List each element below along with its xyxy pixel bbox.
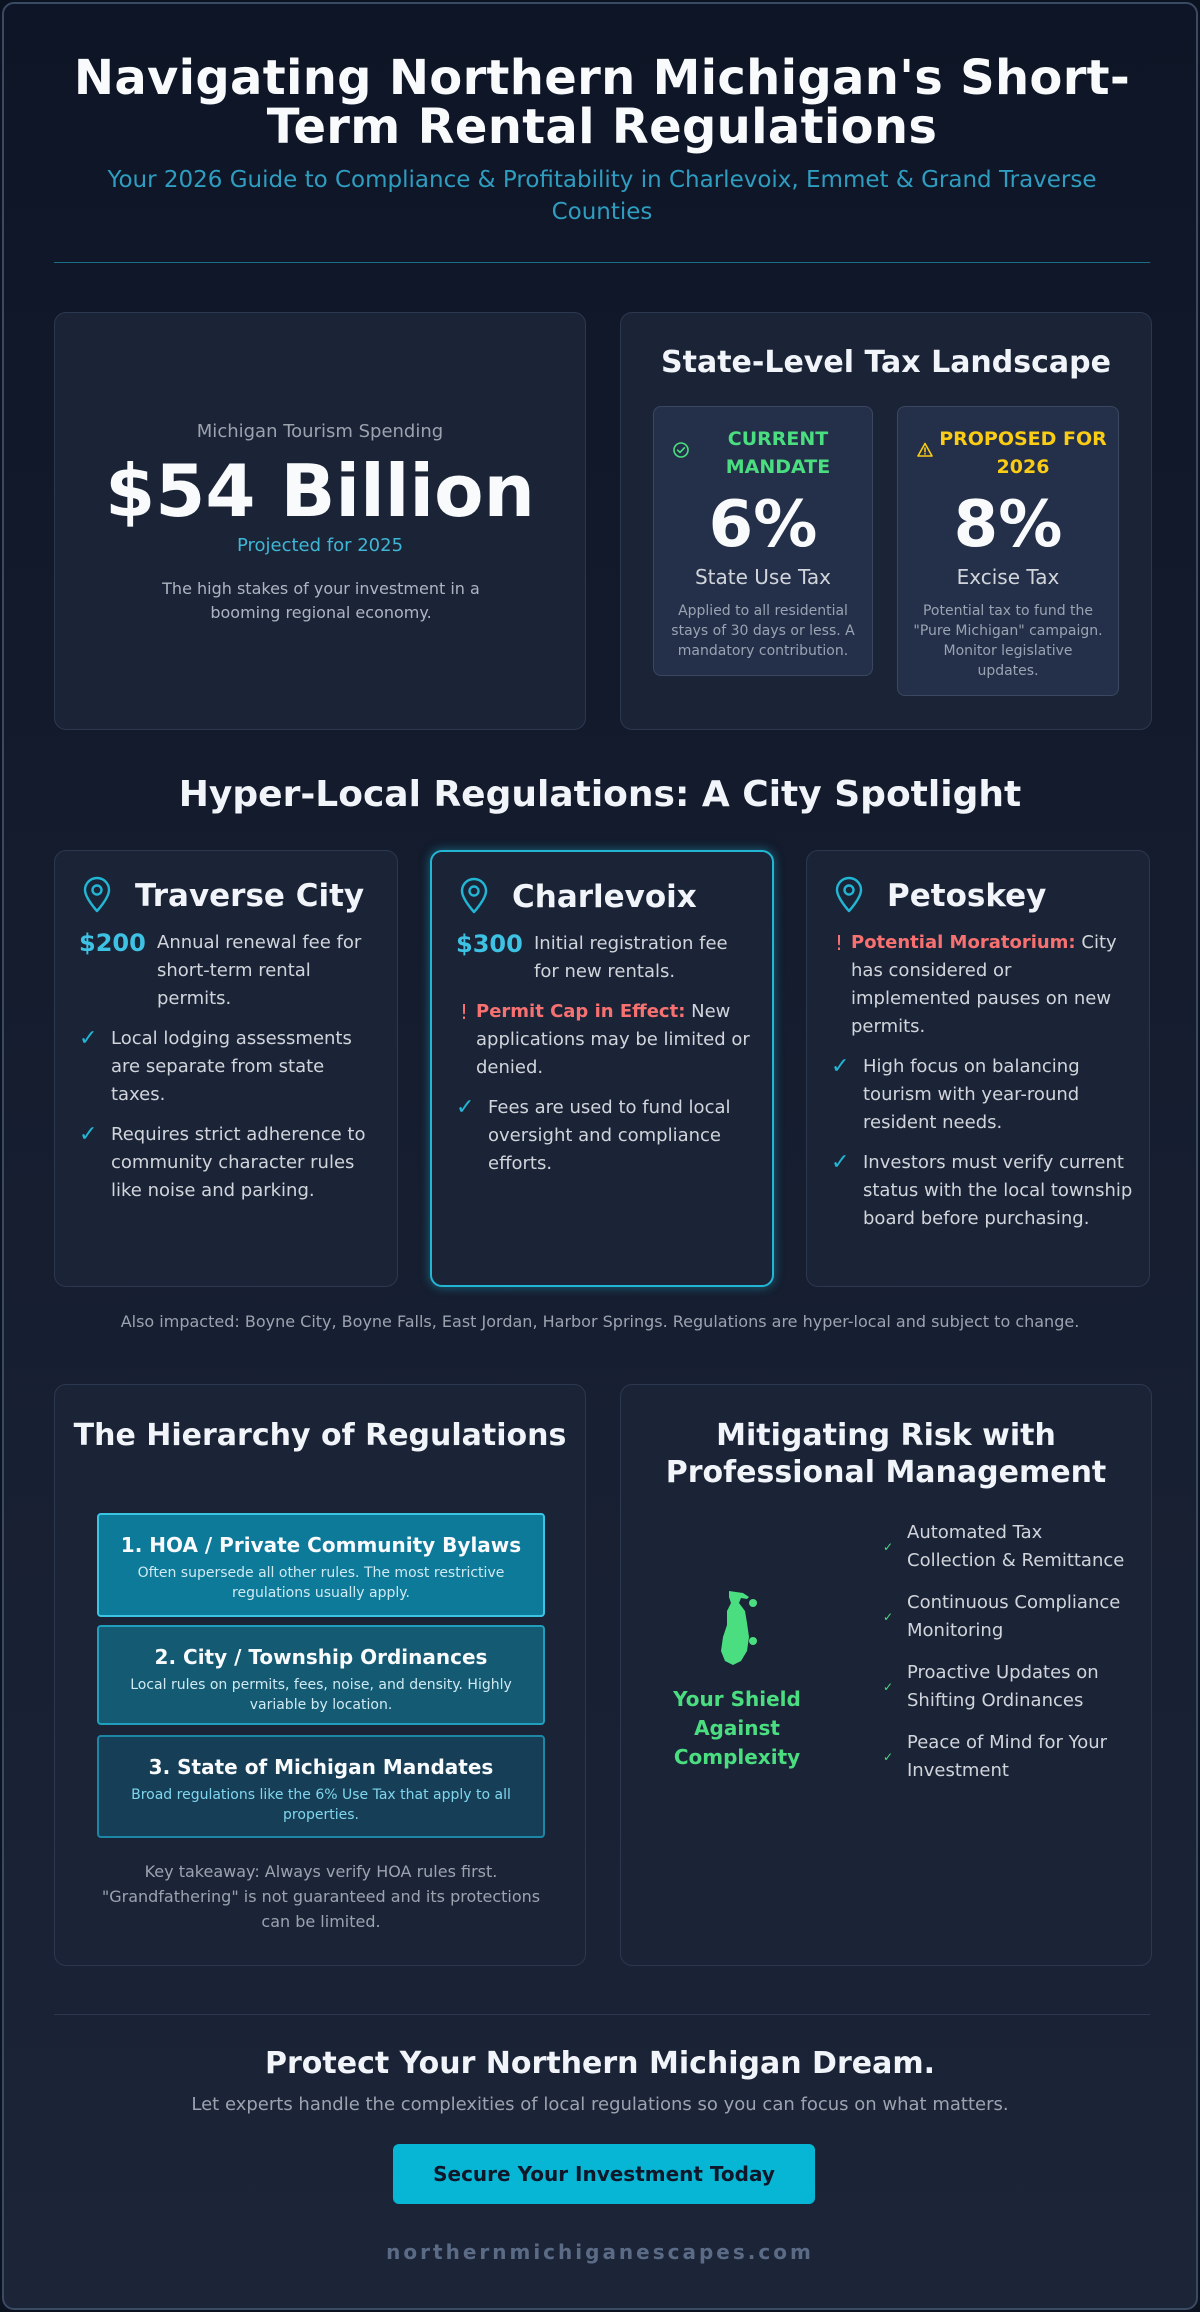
secure-investment-button[interactable]: Secure Your Investment Today [393, 2144, 815, 2204]
list-item [831, 1149, 1133, 1233]
tourism-projection: Projected for 2025 [236, 535, 404, 556]
fee-description: Initial registration fee for new rentals. [534, 933, 728, 982]
traverse-city-card [54, 850, 398, 1287]
check-icon: ✓ [883, 1610, 894, 1624]
benefit-text: Automated Tax Collection & Remittance [907, 1522, 1125, 1571]
check-icon: ✓ [456, 1095, 475, 1120]
tourism-description: The high stakes of your investment in a booming regional economy. [162, 579, 480, 622]
check-icon: ✓ [79, 1026, 98, 1051]
fee-item [456, 930, 756, 986]
warning-label: Potential Moratorium: [851, 932, 1076, 953]
list-item-text: Requires strict adherence to community character rules like noise and parking. [111, 1124, 366, 1201]
list-item [831, 1053, 1133, 1137]
key-takeaway: Key takeaway: Always verify HOA rules first. "Grandfathering" is not guaranteed and its protections can be limited. [101, 1862, 541, 1931]
map-pin-icon [458, 877, 490, 915]
site-domain: northernmichiganescapes.com [386, 2240, 814, 2264]
city-name: Petoskey [887, 878, 1047, 914]
exclamation-icon: ! [835, 931, 844, 955]
hierarchy-level-state [97, 1735, 545, 1838]
warning-detail: City has considered or implemented pauses on new permits. [851, 932, 1117, 1037]
tax-landscape-title: State-Level Tax Landscape [661, 345, 1111, 380]
tourism-spending-card [54, 312, 586, 730]
check-icon: ✓ [79, 1122, 98, 1147]
current-mandate-box [653, 406, 873, 676]
level-description: Often supersede all other rules. The most restrictive regulations usually apply. [137, 1565, 505, 1601]
tourism-value: $54 Billion [105, 449, 535, 533]
fee-amount: $300 [456, 930, 523, 958]
list-item-text: Fees are used to fund local oversight and compliance efforts. [488, 1097, 731, 1174]
current-mandate-tag: CURRENT MANDATE [725, 428, 831, 478]
proposed-tax-percent: 8% [953, 488, 1063, 562]
fee-amount: $200 [79, 929, 146, 957]
list-item [456, 1094, 756, 1178]
map-pin-icon [81, 876, 113, 914]
hierarchy-title: The Hierarchy of Regulations [73, 1418, 567, 1453]
fee-description: Annual renewal fee for short-term rental permits. [157, 932, 362, 1009]
city-name: Traverse City [135, 878, 365, 914]
city-spotlight-title: Hyper-Local Regulations: A City Spotlight [178, 774, 1022, 815]
city-details-list [831, 929, 1133, 1245]
hierarchy-card [54, 1384, 586, 1966]
current-tax-note: Applied to all residential stays of 30 days or less. A mandatory contribution. [671, 603, 855, 659]
check-icon: ✓ [883, 1540, 894, 1554]
benefit-text: Continuous Compliance Monitoring [907, 1592, 1121, 1641]
city-details-list [456, 930, 756, 1190]
hierarchy-level-hoa [97, 1513, 545, 1617]
warning-detail: New applications may be limited or denied. [476, 1001, 750, 1078]
list-item-text: High focus on balancing tourism with year-round resident needs. [863, 1056, 1080, 1133]
check-icon: ✓ [831, 1054, 850, 1079]
cta-title: Protect Your Northern Michigan Dream. [264, 2046, 935, 2081]
level-description: Broad regulations like the 6% Use Tax that apply to all properties. [131, 1787, 511, 1823]
list-item [883, 1589, 1133, 1645]
tax-landscape-card [620, 312, 1152, 730]
tourism-label: Michigan Tourism Spending [196, 421, 444, 442]
map-pin-icon [833, 876, 865, 914]
warning-item [831, 929, 1133, 1041]
header [54, 50, 1150, 228]
proposed-tax-name: Excise Tax [956, 565, 1060, 589]
proposed-tax-tag: PROPOSED FOR 2026 [939, 428, 1107, 478]
list-item [883, 1729, 1133, 1785]
warning-text [456, 998, 756, 1082]
warning-triangle-icon [916, 441, 934, 459]
level-title: 1. HOA / Private Community Bylaws [120, 1533, 522, 1557]
hierarchy-level-city [97, 1625, 545, 1725]
warning-text [831, 929, 1133, 1041]
level-title: 3. State of Michigan Mandates [148, 1755, 494, 1779]
proposed-tax-box [897, 406, 1119, 696]
header-divider [54, 262, 1150, 263]
warning-item [456, 998, 756, 1082]
check-icon: ✓ [883, 1750, 894, 1764]
michigan-shield-icon [709, 1581, 765, 1677]
list-item [79, 1121, 381, 1205]
charlevoix-card [430, 850, 774, 1287]
petoskey-card [806, 850, 1150, 1287]
warning-label: Permit Cap in Effect: [476, 1001, 686, 1022]
current-tax-percent: 6% [708, 488, 818, 562]
infographic-page [2, 2, 1198, 2310]
risk-mitigation-card [620, 1384, 1152, 1966]
also-impacted-note: Also impacted: Boyne City, Boyne Falls, East Jordan, Harbor Springs. Regulations are hyper-local and subject to change. [120, 1312, 1080, 1331]
list-item-text: Investors must verify current status with the local township board before purchasing. [863, 1152, 1133, 1229]
mitigation-title: Mitigating Risk with Professional Management [665, 1418, 1107, 1490]
check-icon: ✓ [883, 1680, 894, 1694]
list-item [883, 1659, 1133, 1715]
cta-subtitle: Let experts handle the complexities of local regulations so you can focus on what matters. [191, 2094, 1009, 2115]
city-details-list [79, 929, 381, 1217]
list-item [883, 1519, 1133, 1575]
level-description: Local rules on permits, fees, noise, and density. Highly variable by location. [130, 1677, 512, 1713]
check-circle-icon [672, 441, 690, 459]
page-subtitle: Your 2026 Guide to Compliance & Profitability in Charlevoix, Emmet & Grand Traverse Counties [107, 167, 1097, 225]
shield-caption: Your Shield Against Complexity [673, 1687, 801, 1769]
list-item-text: Local lodging assessments are separate from state taxes. [111, 1028, 352, 1105]
footer-divider [54, 2014, 1150, 2015]
level-title: 2. City / Township Ordinances [154, 1645, 488, 1669]
check-icon: ✓ [831, 1150, 850, 1175]
benefits-list [883, 1519, 1133, 1785]
fee-item [79, 929, 381, 1013]
page-title: Navigating Northern Michigan's Short-Term Rental Regulations [73, 50, 1131, 155]
exclamation-icon: ! [460, 1000, 469, 1024]
current-tax-name: State Use Tax [694, 565, 831, 589]
benefit-text: Peace of Mind for Your Investment [907, 1732, 1108, 1781]
list-item [79, 1025, 381, 1109]
benefit-text: Proactive Updates on Shifting Ordinances [907, 1662, 1099, 1711]
proposed-tax-note: Potential tax to fund the "Pure Michigan" campaign. Monitor legislative updates. [913, 603, 1103, 679]
city-name: Charlevoix [512, 879, 697, 915]
